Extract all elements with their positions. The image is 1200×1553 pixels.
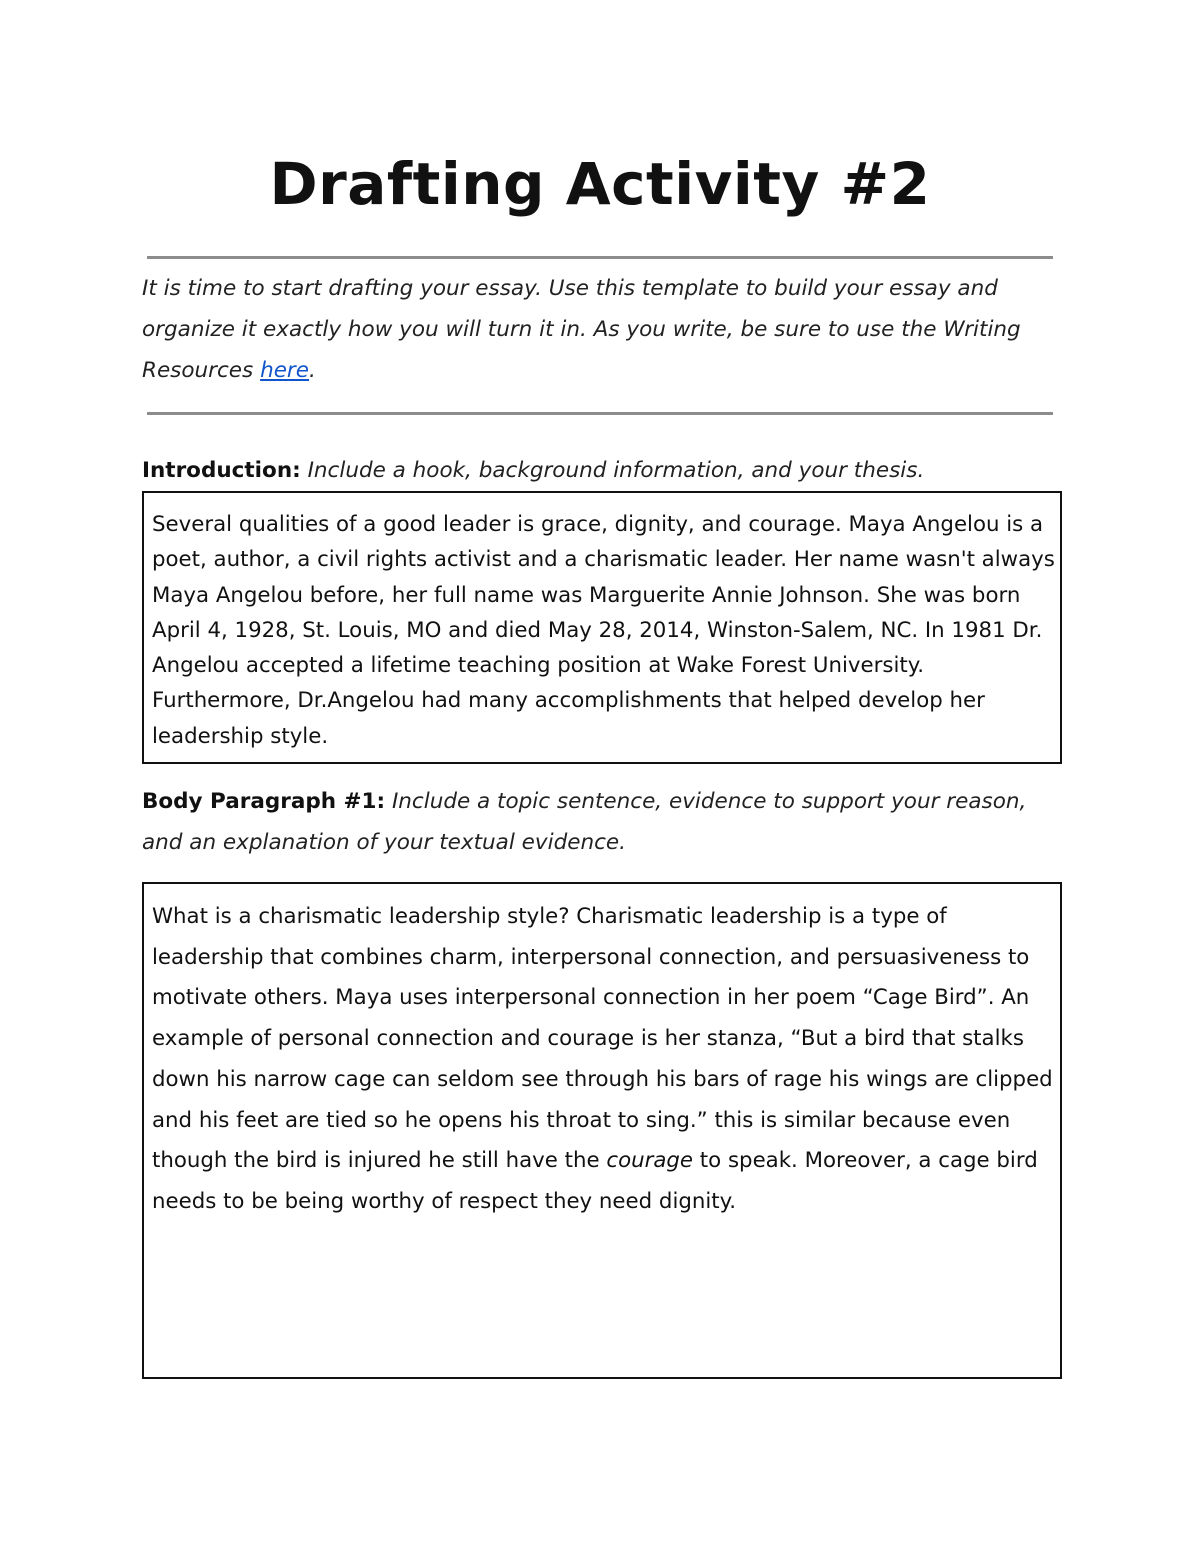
body-paragraph-1-heading [142, 781, 1042, 863]
body-paragraph-1-response-box[interactable] [142, 882, 1062, 1379]
introduction-response-box[interactable] [142, 491, 1062, 764]
divider-bottom [147, 412, 1053, 415]
body-paragraph-1-response-part1: What is a charismatic leadership style? Charismatic leadership is a type of leadership that combines charm, interpersonal connection, and persuasiveness to motivate others. Maya uses interpersonal connection in her poem “Cage Bird”. An example of personal connection and courage is her stanza, “But a bird that stalks down his narrow cage can seldom see through his bars of rage his wings are clipped and his feet are tied so he opens his throat to sing.” this is similar because even though the bird is injured he still have the [152, 904, 1053, 1174]
divider-top [147, 256, 1053, 259]
introduction-label: Introduction: [142, 458, 301, 483]
body-paragraph-1-response-text [152, 897, 1060, 1223]
body-paragraph-1-response-emphasis: courage [606, 1148, 694, 1174]
body-paragraph-1-response-part2: to speak. Moreover, a cage bird needs to be being worthy of respect they need dignity. [152, 1148, 1038, 1214]
introduction-heading [142, 450, 1042, 491]
instructions-text [142, 268, 1062, 391]
instructions-end: . [309, 358, 316, 383]
page-title: Drafting Activity #2 [269, 150, 931, 218]
introduction-description: Include a hook, background information, and your thesis. [300, 458, 925, 483]
body-paragraph-1-label: Body Paragraph #1: [142, 789, 386, 814]
introduction-response-text: Several qualities of a good leader is grace, dignity, and courage. Maya Angelou is a poet, author, a civil rights activist and a charismatic leader. Her name wasn't always Maya Angelou before, her full name was Marguerite Annie Johnson. She was born April 4, 1928, St. Louis, MO and died May 28, 2014, Winston-Salem, NC. In 1981 Dr. Angelou accepted a lifetime teaching position at Wake Forest University. Furthermore, Dr.Angelou had many accomplishments that helped develop her leadership style. [152, 512, 1055, 749]
instructions-body: It is time to start drafting your essay. Use this template to build your essay and organize it exactly how you will turn it in. As you write, be sure to use the Writing Resources [142, 276, 1021, 383]
writing-resources-link[interactable]: here [260, 358, 309, 383]
body-paragraph-1-description: Include a topic sentence, evidence to support your reason, and an explanation of your textual evidence. [142, 789, 1027, 855]
